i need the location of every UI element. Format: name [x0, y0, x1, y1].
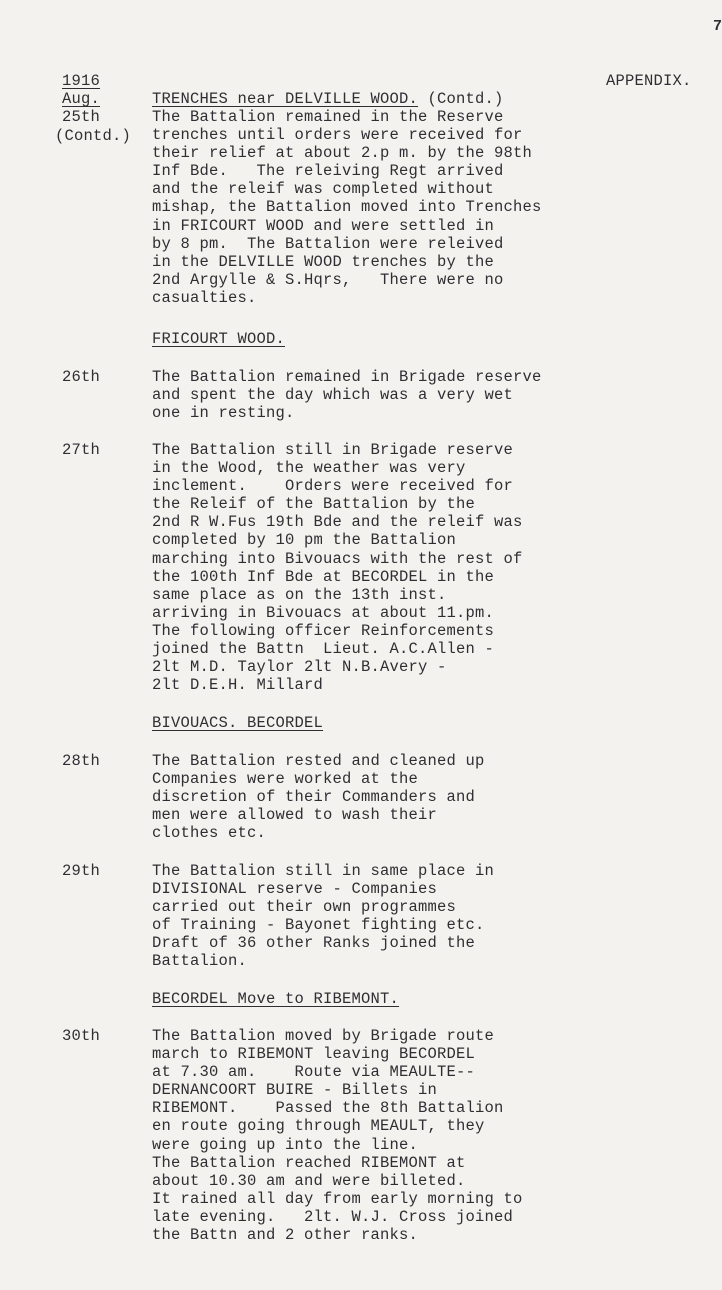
line: Battalion. — [152, 952, 248, 971]
line: marching into Bivouacs with the rest of — [152, 549, 523, 568]
heading-text: TRENCHES near DELVILLE WOOD. — [152, 90, 419, 108]
line: at 7.30 am. Route via MEAULTE-- — [152, 1063, 476, 1082]
line: by 8 pm. The Battalion were releived — [152, 234, 504, 253]
line: trenches until orders were received for — [152, 126, 523, 145]
line: the Battn and 2 other ranks. — [152, 1226, 419, 1245]
line: same place as on the 13th inst. — [152, 585, 447, 604]
line: 2nd R W.Fus 19th Bde and the releif was — [152, 513, 523, 532]
line: march to RIBEMONT leaving BECORDEL — [152, 1045, 476, 1064]
appendix-label: APPENDIX. — [606, 72, 692, 90]
date-27th: 27th — [62, 441, 101, 459]
line: The Battalion rested and cleaned up — [152, 752, 485, 770]
entry-26th — [152, 368, 712, 422]
line: Draft of 36 other Ranks joined the — [152, 934, 476, 953]
line: in FRICOURT WOOD and were settled in — [152, 216, 495, 235]
line: The Battalion still in same place in — [152, 862, 495, 880]
entry-27th — [152, 441, 712, 694]
line: The following officer Reinforcements — [152, 621, 495, 640]
month: Aug. — [62, 90, 101, 108]
line: in the DELVILLE WOOD trenches by the — [152, 252, 495, 271]
line: late evening. 2lt. W.J. Cross joined — [152, 1207, 514, 1226]
line: mishap, the Battalion moved into Trenches — [152, 198, 542, 217]
date-28th: 28th — [62, 752, 101, 770]
line: Companies were worked at the — [152, 770, 419, 789]
line: It rained all day from early morning to — [152, 1189, 523, 1208]
entry-29th — [152, 862, 712, 971]
line: The Battalion still in Brigade reserve — [152, 441, 514, 459]
line: their relief at about 2.p m. by the 98th — [152, 144, 533, 163]
line: were going up into the line. — [152, 1135, 419, 1154]
line: discretion of their Commanders and — [152, 788, 476, 807]
line: 2lt D.E.H. Millard — [152, 676, 324, 695]
entry-25th — [152, 108, 712, 307]
line: RIBEMONT. Passed the 8th Battalion — [152, 1099, 504, 1118]
line: of Training - Bayonet fighting etc. — [152, 916, 485, 935]
line: men were allowed to wash their — [152, 806, 438, 825]
contd-note: (Contd.) — [55, 127, 132, 145]
line: in the Wood, the weather was very — [152, 459, 466, 478]
line: 2lt M.D. Taylor 2lt N.B.Avery - — [152, 658, 447, 677]
date-26th: 26th — [62, 368, 101, 386]
line: DIVISIONAL reserve - Companies — [152, 880, 438, 899]
line: 2nd Argylle & S.Hqrs, There were no — [152, 270, 504, 289]
line: carried out their own programmes — [152, 898, 457, 917]
line: arriving in Bivouacs at about 11.pm. — [152, 603, 495, 622]
line: clothes etc. — [152, 824, 267, 843]
line: Inf Bde. The releiving Regt arrived — [152, 162, 504, 181]
year: 1916 — [62, 72, 101, 90]
date-30th: 30th — [62, 1027, 101, 1045]
day-25th: 25th — [62, 108, 101, 126]
section-heading-bivouacs: BIVOUACS. BECORDEL — [152, 714, 324, 732]
page-number: 7 — [712, 18, 722, 35]
line: en route going through MEAULT, they — [152, 1117, 485, 1136]
line: one in resting. — [152, 404, 295, 423]
line: completed by 10 pm the Battalion — [152, 531, 457, 550]
line: The Battalion remained in the Reserve — [152, 108, 504, 126]
line: joined the Battn Lieut. A.C.Allen - — [152, 640, 495, 659]
heading-suffix: (Contd.) — [418, 90, 504, 108]
section-heading-ribemont: BECORDEL Move to RIBEMONT. — [152, 990, 400, 1008]
date-29th: 29th — [62, 862, 101, 880]
line: the 100th Inf Bde at BECORDEL in the — [152, 567, 495, 586]
line: and the releif was completed without — [152, 180, 495, 199]
section-heading-trenches — [152, 90, 504, 108]
line: inclement. Orders were received for — [152, 477, 514, 496]
line: DERNANCOORT BUIRE - Billets in — [152, 1081, 438, 1100]
line: casualties. — [152, 288, 257, 307]
line: The Battalion moved by Brigade route — [152, 1027, 495, 1045]
section-heading-fricourt: FRICOURT WOOD. — [152, 330, 286, 348]
line: the Releif of the Battalion by the — [152, 495, 476, 514]
entry-30th — [152, 1027, 712, 1244]
line: The Battalion reached RIBEMONT at — [152, 1153, 466, 1172]
entry-28th — [152, 752, 712, 842]
line: and spent the day which was a very wet — [152, 386, 514, 405]
line: The Battalion remained in Brigade reserve — [152, 368, 542, 386]
line: about 10.30 am and were billeted. — [152, 1171, 466, 1190]
